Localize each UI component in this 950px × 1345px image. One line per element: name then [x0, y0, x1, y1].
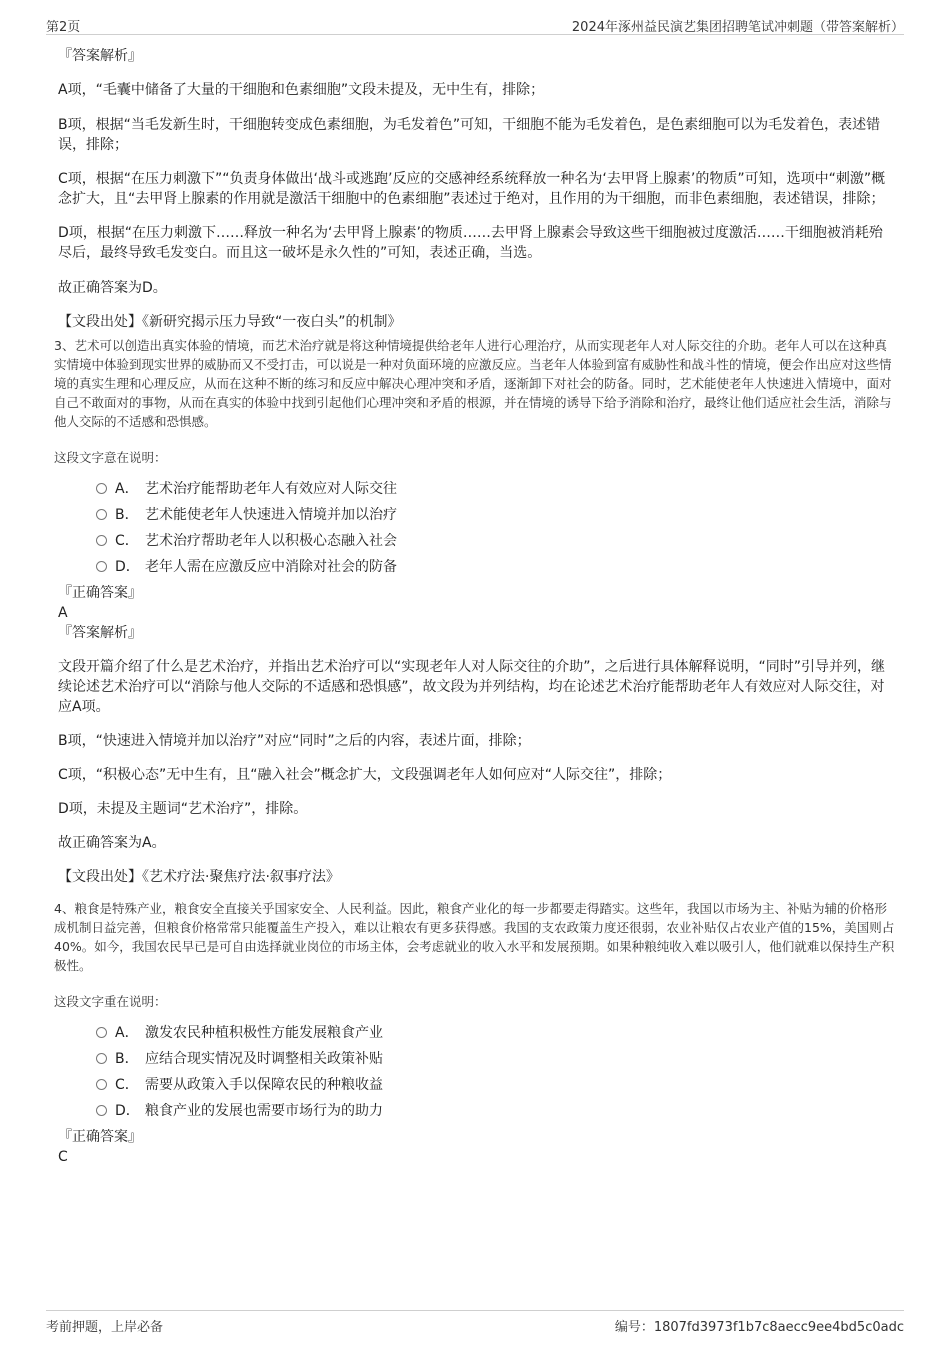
question-4-answer-label: 『正确答案』: [58, 1129, 142, 1145]
prev-analysis-b: B项，根据“当毛发新生时，干细胞转变成色素细胞，为毛发着色”可知，干细胞不能为毛发着色，是色素细胞可以为毛发着色，表述错误，排除；: [58, 117, 881, 153]
option-letter: C．: [115, 533, 139, 549]
question-3-answer: A: [58, 605, 68, 621]
option-b[interactable]: [96, 505, 898, 531]
page-header: [46, 14, 904, 35]
document-code: [615, 1316, 904, 1335]
option-letter: B．: [115, 1051, 139, 1067]
option-text: 艺术能使老年人快速进入情境并加以治疗: [145, 507, 397, 523]
option-d[interactable]: [96, 1101, 898, 1127]
question-4-answer: C: [58, 1149, 68, 1165]
radio-icon[interactable]: [96, 483, 107, 494]
radio-icon[interactable]: [96, 1079, 107, 1090]
question-3-options: [96, 479, 898, 583]
prev-analysis-a: A项，“毛囊中储备了大量的干细胞和色素细胞”文段未提及，无中生有，排除；: [58, 82, 545, 98]
option-letter: B．: [115, 507, 139, 523]
question-4-text: 4、粮食是特殊产业，粮食安全直接关乎国家安全、人民利益。因此，粮食产业化的每一步都要走得踏实。这些年，我国以市场为主、补贴为辅的价格形成机制日益完善，但粮食价格常常只能覆盖生产投入，难以让粮农有更多获得感。我国的支农政策力度还很弱，农业补贴仅占农业产值的15%，美国则占40%。如今，我国农民早已是可自由选择就业岗位的市场主体，会考虑就业的收入水平和发展预期。如果种粮纯收入难以吸引人，他们就难以保持生产积极性。: [54, 901, 895, 973]
option-a[interactable]: [96, 1023, 898, 1049]
question-3-text: 3、艺术可以创造出真实体验的情境，而艺术治疗就是将这种情境提供给老年人进行心理治疗，从而实现老年人对人际交往的介助。老年人可以在这种真实情境中体验到现实世界的威胁而又不受打击，可以说是一种对负面环境的应激反应。当老年人体验到富有威胁性和战斗性的情境，便会作出应对这些情境的真实生理和心理反应，从而在这种不断的练习和反应中解决心理冲突和矛盾，逐渐卸下对社会的防备。同时，艺术能使老年人快速进入情境中，面对自己不敢面对的事物，从而在真实的体验中找到引起他们心理冲突和矛盾的根源，并在情境的诱导下给予消除和治疗，最终让他们适应社会生活，消除与他人交际的不适感和恐惧感。: [54, 338, 892, 429]
option-a[interactable]: [96, 479, 898, 505]
option-text: 激发农民种植积极性方能发展粮食产业: [145, 1025, 383, 1041]
prev-analysis-c: C项，根据“在压力刺激下”“负责身体做出‘战斗或逃跑’反应的交感神经系统释放一种名为‘去甲肾上腺素’的物质”可知，选项中“刺激”概念扩大，且“去甲肾上腺素的作用就是激活干细胞中的色素细胞”表述过于绝对，且作用的为干细胞，而非色素细胞，表述错误，排除；: [58, 171, 886, 207]
option-text: 需要从政策入手以保障农民的种粮收益: [145, 1077, 383, 1093]
prev-analysis-label: 『答案解析』: [58, 48, 142, 64]
code-label: 编号：: [614, 1320, 654, 1335]
radio-icon[interactable]: [96, 1105, 107, 1116]
option-letter: D．: [115, 1103, 140, 1119]
option-letter: A．: [115, 481, 139, 497]
option-text: 老年人需在应激反应中消除对社会的防备: [145, 559, 397, 575]
page-content: [52, 46, 898, 1167]
option-text: 粮食产业的发展也需要市场行为的助力: [145, 1103, 383, 1119]
question-3-analysis-d: D项，未提及主题词“艺术治疗”，排除。: [58, 801, 308, 817]
option-text: 艺术治疗帮助老年人以积极心态融入社会: [145, 533, 397, 549]
option-c[interactable]: [96, 1075, 898, 1101]
question-3-source: 【文段出处】《艺术疗法·聚焦疗法·叙事疗法》: [58, 869, 340, 885]
radio-icon[interactable]: [96, 535, 107, 546]
question-4-prompt: 这段文字重在说明：: [54, 994, 167, 1009]
radio-icon[interactable]: [96, 1053, 107, 1064]
radio-icon[interactable]: [96, 1027, 107, 1038]
question-3-analysis-label: 『答案解析』: [58, 625, 142, 641]
document-title: 2024年涿州益民演艺集团招聘笔试冲刺题（带答案解析）: [571, 20, 904, 35]
option-text: 应结合现实情况及时调整相关政策补贴: [145, 1051, 383, 1067]
option-text: 艺术治疗能帮助老年人有效应对人际交往: [145, 481, 397, 497]
radio-icon[interactable]: [96, 509, 107, 520]
question-3-prompt: 这段文字意在说明：: [54, 450, 167, 465]
option-letter: D．: [115, 559, 140, 575]
prev-source: 【文段出处】《新研究揭示压力导致“一夜白头”的机制》: [58, 314, 402, 330]
question-3-answer-label: 『正确答案』: [58, 585, 142, 601]
option-c[interactable]: [96, 531, 898, 557]
question-3-conclusion: 故正确答案为A。: [58, 835, 166, 851]
option-d[interactable]: [96, 557, 898, 583]
prev-analysis-d: D项，根据“在压力刺激下……释放一种名为‘去甲肾上腺素’的物质……去甲肾上腺素会导致这些干细胞被过度激活……干细胞被消耗殆尽后，最终导致毛发变白。而且这一破坏是永久性的”可知，表述正确，当选。: [58, 225, 883, 261]
question-3-analysis-main: 文段开篇介绍了什么是艺术治疗，并指出艺术治疗可以“实现老年人对人际交往的介助”，之后进行具体解释说明，“同时”引导并列，继续论述艺术治疗可以“消除与他人交际的不适感和恐惧感”，故文段为并列结构，均在论述艺术治疗能帮助老年人有效应对人际交往，对应A项。: [58, 659, 886, 715]
page-number: 第2页: [46, 20, 81, 35]
page-footer: [46, 1310, 904, 1333]
question-4-options: [96, 1023, 898, 1127]
footer-slogan: 考前押题，上岸必备: [46, 1320, 164, 1335]
question-3-analysis-b: B项，“快速进入情境并加以治疗”对应“同时”之后的内容，表述片面，排除；: [58, 733, 531, 749]
radio-icon[interactable]: [96, 561, 107, 572]
question-3-analysis-c: C项，“积极心态”无中生有，且“融入社会”概念扩大，文段强调老年人如何应对“人际交往”，排除；: [58, 767, 672, 783]
prev-conclusion: 故正确答案为D。: [58, 280, 167, 296]
option-letter: C．: [115, 1077, 139, 1093]
option-letter: A．: [115, 1025, 139, 1041]
code-value: 1807fd3973f1b7c8aecc9ee4bd5c0adc: [653, 1320, 904, 1335]
option-b[interactable]: [96, 1049, 898, 1075]
